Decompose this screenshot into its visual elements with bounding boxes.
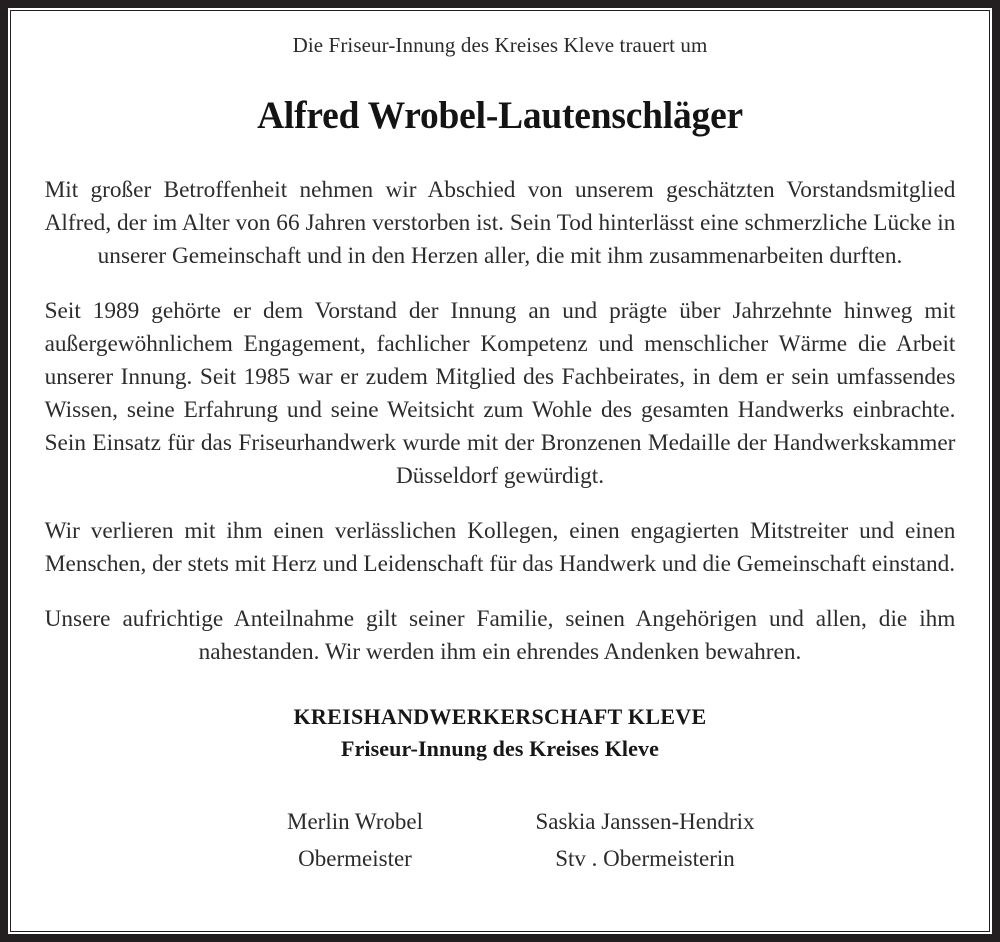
signatory-2: [500, 806, 790, 874]
organisation-primary-name: KREISHANDWERKERSCHAFT KLEVE: [293, 704, 707, 730]
deceased-name: Alfred Wrobel-Lautenschläger: [257, 94, 743, 138]
signatory-block: [40, 806, 960, 874]
signatory-2-name: Saskia Janssen-Hendrix: [535, 809, 755, 835]
notice-tagline: Die Friseur-Innung des Kreises Kleve trauert um: [292, 33, 708, 57]
signatory-1-role: Obermeister: [298, 846, 412, 872]
mourning-border-inner: [10, 10, 990, 932]
signatory-1: [210, 806, 500, 874]
mourning-border-gap: [8, 8, 992, 934]
eulogy-paragraph-1: Mit großer Betroffenheit nehmen wir Abschied von unserem geschätzten Vorstandsmitglied Alfred, der im Alter von 66 Jahren verstorben ist. Sein Tod hinterlässt eine schmerzliche Lücke in unserer Gemeinschaft und in den Herzen aller, die mit ihm zusammenarbeiten durften.: [44, 177, 956, 270]
obituary-notice: [11, 33, 989, 932]
eulogy-paragraph-2: Seit 1989 gehörte er dem Vorstand der Innung an und prägte über Jahrzehnte hinweg mit außergewöhnlichem Engagement, fachlicher Kompetenz und menschlicher Wärme die Arbeit unserer Innung. Seit 1985 war er zudem Mitglied des Fachbeirates, in dem er sein umfassendes Wissen, seine Erfahrung und seine Weitsicht zum Wohle des gesamten Handwerks einbrachte. Sein Einsatz für das Friseurhandwerk wurde mit der Bronzenen Medaille der Handwerkskammer Düsseldorf gewürdigt.: [44, 298, 956, 490]
eulogy-paragraph-3: Wir verlieren mit ihm einen verlässlichen Kollegen, einen engagierten Mitstreiter und einen Menschen, der stets mit Herz und Leidenschaft für das Handwerk und die Gemeinschaft einstand.: [44, 518, 956, 578]
eulogy-paragraph-4: Unsere aufrichtige Anteilnahme gilt seiner Familie, seinen Angehörigen und allen, die ihm nahestanden. Wir werden ihm ein ehrendes Andenken bewahren.: [44, 606, 956, 666]
signatory-2-role: Stv . Obermeisterin: [555, 846, 735, 872]
signatory-1-name: Merlin Wrobel: [287, 809, 423, 835]
eulogy-text: [40, 174, 960, 669]
organisation-block: [40, 703, 960, 762]
organisation-secondary-name: Friseur-Innung des Kreises Kleve: [341, 735, 659, 761]
